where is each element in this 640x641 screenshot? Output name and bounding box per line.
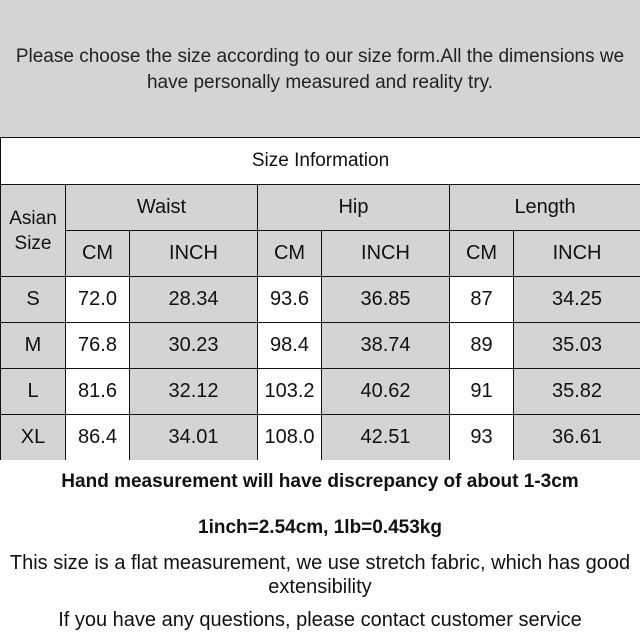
- table-cell: 28.34: [130, 277, 258, 323]
- table-cell: 93: [450, 415, 514, 461]
- size-label: S: [1, 277, 66, 323]
- table-cell: 81.6: [66, 369, 130, 415]
- size-chart-table: [0, 137, 640, 461]
- group-header-hip: Hip: [258, 185, 450, 231]
- table-title: Size Information: [1, 138, 640, 185]
- table-cell: 35.03: [514, 323, 640, 369]
- asian-size-label-line-1: Asian: [9, 207, 57, 229]
- notes-section: [0, 460, 640, 641]
- table-cell: 89: [450, 323, 514, 369]
- unit-header: CM: [450, 231, 514, 277]
- table-cell: 103.2: [258, 369, 322, 415]
- size-label: M: [1, 323, 66, 369]
- size-label: L: [1, 369, 66, 415]
- group-header-length: Length: [450, 185, 640, 231]
- table-cell: 86.4: [66, 415, 130, 461]
- flat-measurement-note: [0, 551, 640, 599]
- group-header-waist: Waist: [66, 185, 258, 231]
- instruction-line-1: Please choose the size according to our size form.All the dimensions we: [15, 46, 625, 67]
- unit-header: CM: [258, 231, 322, 277]
- flat-measurement-line-2: extensibility: [268, 576, 372, 598]
- instruction-line-2: have personally measured and reality try.: [146, 72, 494, 93]
- table-row: [1, 277, 640, 323]
- table-cell: 34.25: [514, 277, 640, 323]
- unit-header: INCH: [130, 231, 258, 277]
- instruction-banner: [0, 0, 640, 137]
- table-cell: 40.62: [322, 369, 450, 415]
- unit-header: INCH: [514, 231, 640, 277]
- table-cell: 34.01: [130, 415, 258, 461]
- table-cell: 36.61: [514, 415, 640, 461]
- unit-header: INCH: [322, 231, 450, 277]
- table-cell: 36.85: [322, 277, 450, 323]
- conversion-note: 1inch=2.54cm, 1lb=0.453kg: [198, 517, 442, 538]
- table-cell: 42.51: [322, 415, 450, 461]
- size-label: XL: [1, 415, 66, 461]
- table-cell: 72.0: [66, 277, 130, 323]
- asian-size-header: [1, 185, 66, 277]
- contact-note: If you have any questions, please contact customer service: [58, 609, 582, 631]
- table-cell: 87: [450, 277, 514, 323]
- table-cell: 98.4: [258, 323, 322, 369]
- table-cell: 35.82: [514, 369, 640, 415]
- table-row: [1, 415, 640, 461]
- table-cell: 32.12: [130, 369, 258, 415]
- flat-measurement-line-1: This size is a flat measurement, we use stretch fabric, which has good: [9, 552, 631, 574]
- table-cell: 30.23: [130, 323, 258, 369]
- asian-size-label-line-2: Size: [14, 232, 52, 254]
- discrepancy-note: Hand measurement will have discrepancy of about 1-3cm: [61, 471, 579, 492]
- table-cell: 38.74: [322, 323, 450, 369]
- table-row: [1, 369, 640, 415]
- table-cell: 108.0: [258, 415, 322, 461]
- table-cell: 76.8: [66, 323, 130, 369]
- table-cell: 93.6: [258, 277, 322, 323]
- table-cell: 91: [450, 369, 514, 415]
- unit-header: CM: [66, 231, 130, 277]
- table-row: [1, 323, 640, 369]
